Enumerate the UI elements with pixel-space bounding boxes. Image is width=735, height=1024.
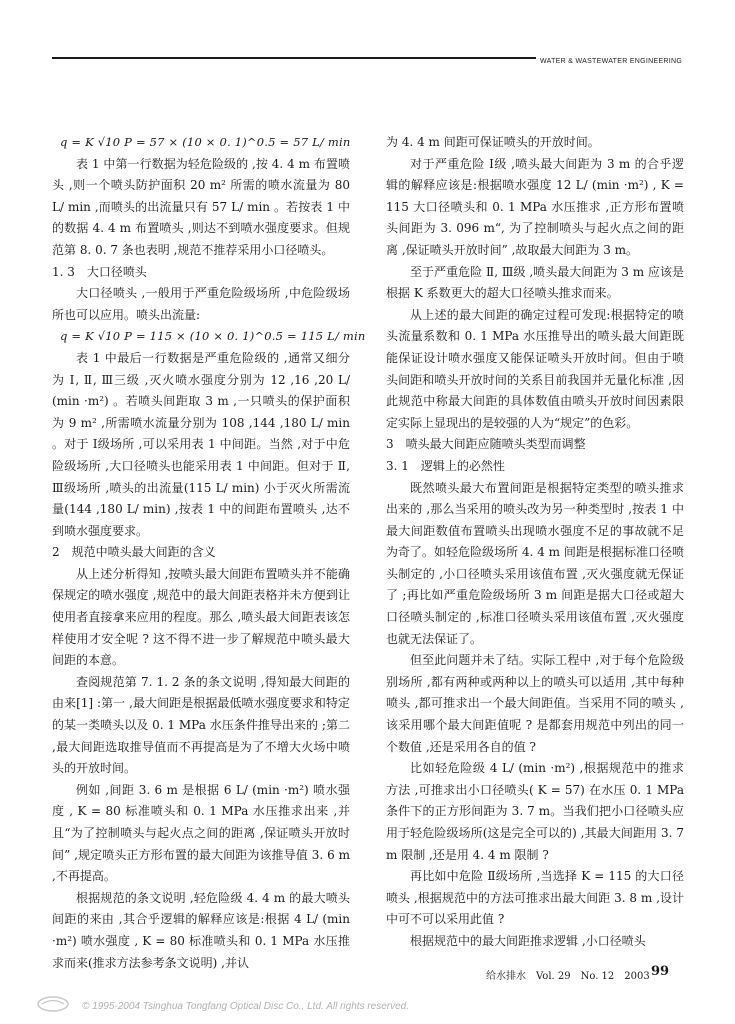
paragraph: 例如 ,间距 3. 6 m 是根据 6 L/ (min ·m²) 喷水强度 , K = 80 标准喷头和 0. 1 MPa 水压推求出来 ,并且“为了控制喷头与起火点之间的距离 ,保证喷头开放时间” ,规定喷头正方形布置的最大间距为该推导值 3. 6 m ,不再提高。 — [52, 782, 350, 884]
paragraph: 比如轻危险级 4 L/ (min ·m²) ,根据规范中的推求方法 ,可推求出小口径喷头( K = 57) 在水压 0. 1 MPa 条件下的正方形间距为 3. 7 m。当我们把小口径喷头应用于轻危险级场所(这是完全可以的) ,其最大间距用 3. 7 m 限制 ,还是用 4. 4 m 限制 ? — [386, 761, 684, 862]
paragraph: 查阅规范第 7. 1. 2 条的条文说明 ,得知最大间距的由来[1] :第一 ,最大间距是根据最低喷水强度要求和特定的某一类喷头以及 0. 1 MPa 水压条件推导出来的 ;第二 ,最大间距选取推导值而不再提高是为了不增大火场中喷头的开放时间。 — [52, 674, 350, 776]
left-column — [52, 132, 366, 974]
paragraph: 为 4. 4 m 间距可保证喷头的开放时间。 — [386, 135, 600, 149]
paragraph: 从上述分析得知 ,按喷头最大间距布置喷头并不能确保规定的喷水强度 ,规范中的最大间距表格并未方便到让使用者直接拿来应用的程度。那么 ,喷头最大间距表该怎样使用才安全呢 ? 这不得不进一步了解规范中喷头最大间距的本意。 — [52, 566, 350, 668]
section-heading-1-3: 1. 3 大口径喷头 — [52, 264, 147, 279]
header-rule — [52, 57, 536, 59]
paragraph: 表 1 中第一行数据为轻危险级的 ,按 4. 4 m 布置喷头 ,则一个喷头防护面积 20 m² 所需的喷水流量为 80 L/ min ,而喷头的出流量只有 57 L/ min 。若按表 1 中的数据 4. 4 m 布置喷头 ,则达不到喷水强度要求。但规范第 8. 0. 7 条也表明 ,规范不推荐采用小口径喷头。 — [52, 156, 350, 257]
paragraph: 根据规范的条文说明 ,轻危险级 4. 4 m 的最大喷头间距的来由 ,其合乎逻辑的解释应该是:根据 4 L/ (min ·m²) 喷水强度 , K = 80 标准喷头和 0. 1 MPa 水压推求而来(推求方法参考条文说明) ,并认 — [52, 890, 350, 970]
right-column — [386, 132, 684, 953]
journal-title-en: WATER & WASTEWATER ENGINEERING — [540, 58, 683, 65]
paragraph: 再比如中危险 Ⅱ级场所 ,当选择 K = 115 的大口径喷头 ,根据规范中的方法可推求出最大间距 3. 8 m ,设计中可不可以采用此值 ? — [386, 869, 684, 927]
formula-small-nozzle: q = K √10 P = 57 × (10 × 0. 1)^0.5 = 57 L/ min — [60, 135, 351, 149]
paragraph: 既然喷头最大布置间距是根据特定类型的喷头推求出来的 ,那么当采用的喷头改为另一种类型时 ,按表 1 中最大间距数值布置喷头出现喷水强度不足的事故就不足为奇了。如轻危险级场所 4. 4 m 间距是根据标准口径喷头制定的 ,小口径喷头采用该值布置 ,灭火强度就无保证了 ;再比如严重危险级场所 3 m 间距是据大口径或超大口径喷头制定的 ,标准口径喷头采用该值布置 ,灭火强度也就无法保证了。 — [386, 480, 684, 646]
paragraph: 大口径喷头 ,一般用于严重危险级场所 ,中危险级场所也可以应用。喷头出流量: — [52, 286, 350, 322]
section-heading-2: 2 规范中喷头最大间距的含义 — [52, 545, 216, 560]
page-number: 99 — [651, 964, 670, 979]
paragraph: 根据规范中的最大间距推求逻辑 ,小口径喷头 — [410, 933, 646, 948]
section-heading-3-1: 3. 1 逻辑上的必然性 — [386, 458, 505, 473]
paragraph: 表 1 中最后一行数据是严重危险级的 ,通常又细分为 Ⅰ, Ⅱ, Ⅲ三级 ,灭火喷水强度分别为 12 ,16 ,20 L/ (min ·m²) 。若喷头间距取 3 m ,一只喷头的保护面积为 9 m² ,所需喷水流量分别为 108 ,144 ,180 L/ min 。对于 Ⅰ级场所 ,可以采用表 1 中间距。当然 ,对于中危险级场所 ,大口径喷头也能采用表 1 中间距。但对于 Ⅱ, Ⅲ级场所 ,喷头的出流量(115 L/ min) 小于灭火所需流量(144 ,180 L/ min) ,按表 1 中的间距布置喷头 ,达不到喷水强度要求。 — [52, 350, 350, 538]
paragraph: 对于严重危险 Ⅰ级 ,喷头最大间距为 3 m 的合乎逻辑的解释应该是:根据喷水强度 12 L/ (min ·m²) , K = 115 大口径喷头和 0. 1 MPa 水压推求 ,正方形布置喷头间距为 3. 096 m“, 为了控制喷头与起火点之间的距离 ,保证喷头开放时间” ,故取最大间距为 3 m。 — [386, 156, 684, 257]
journal-footer: 给水排水 Vol. 29 No. 12 2003 — [486, 971, 650, 982]
paragraph: 从上述的最大间距的确定过程可发现:根据特定的喷头流量系数和 0. 1 MPa 水压推导出的喷头最大间距既能保证设计喷水强度又能保证喷头开放时间。但由于喷头间距和喷头开放时间的关系目前我国并无量化标准 ,因此规范中称最大间距的具体数值由喷头开放时间因素限定实际上显现出的是较强的人为“规定”的色彩。 — [386, 307, 684, 430]
paragraph: 但至此问题并未了结。实际工程中 ,对于每个危险级别场所 ,都有两种或两种以上的喷头可以适用 ,其中每种喷头 ,都可推求出一个最大间距值。当采用不同的喷头 ,该采用哪个最大间距值呢 ? 是都套用规范中列出的同一个数值 ,还是采用各自的值 ? — [386, 653, 684, 754]
copyright-notice: © 1995-2004 Tsinghua Tongfang Optical Disc Co., Ltd. All rights reserved. — [82, 1001, 409, 1012]
cnki-logo-icon — [36, 995, 70, 1013]
section-heading-3: 3 喷头最大间距应随喷头类型而调整 — [386, 437, 586, 452]
formula-large-nozzle: q = K √10 P = 115 × (10 × 0. 1)^0.5 = 115 L/ min — [60, 329, 366, 344]
paragraph: 至于严重危险 Ⅱ, Ⅲ级 ,喷头最大间距为 3 m 应该是根据 K 系数更大的超大口径喷头推求而来。 — [386, 264, 684, 301]
